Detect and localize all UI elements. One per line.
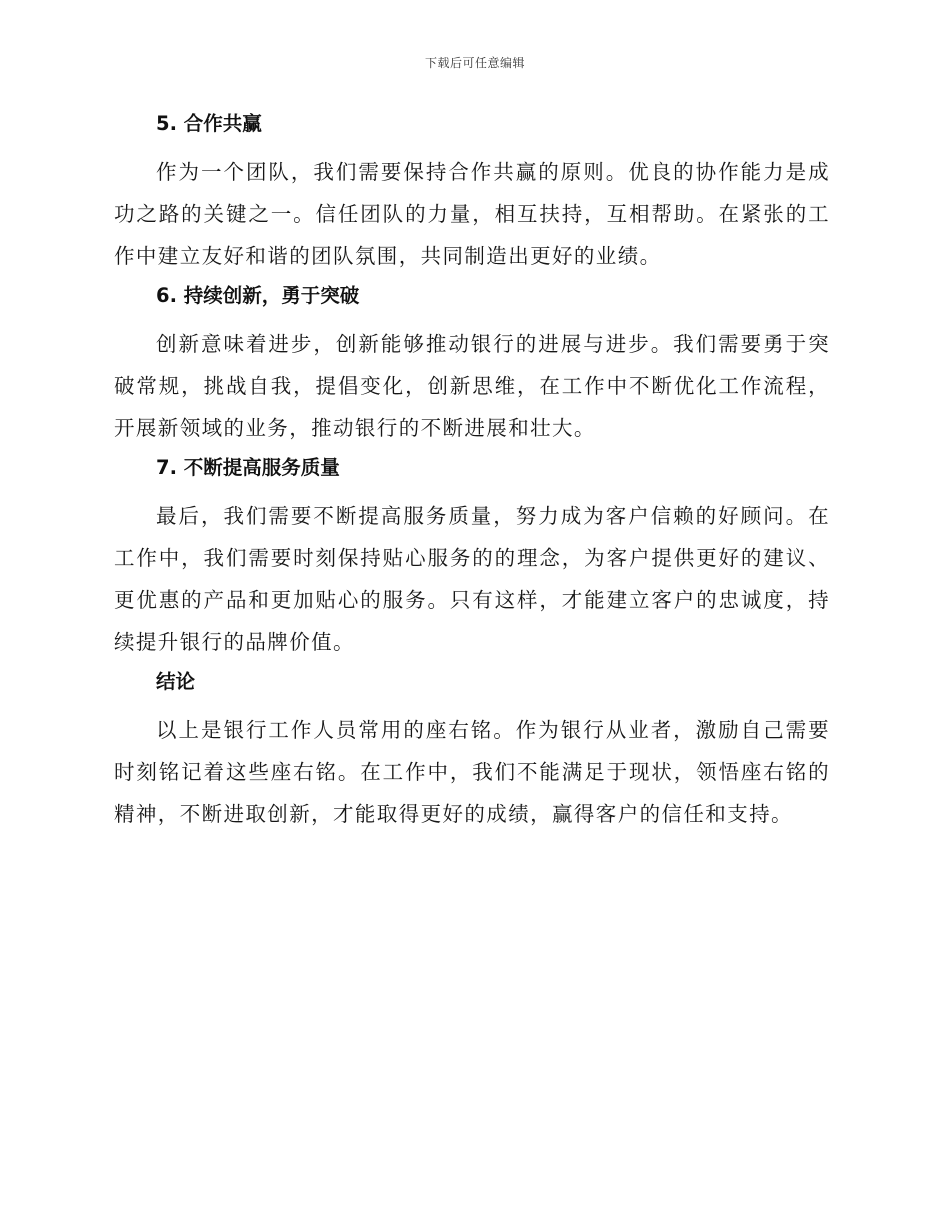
section-heading: 结论 [156,670,196,693]
document-body [114,111,830,841]
section-heading: 7. 不断提高服务质量 [156,456,340,479]
section-conclusion [114,669,830,835]
section-innovation [114,283,830,449]
section-heading: 5. 合作共赢 [156,112,262,135]
section-paragraph: 创新意味着进步，创新能够推动银行的进展与进步。我们需要勇于突破常规，挑战自我，提倡变化，创新思维，在工作中不断优化工作流程，开展新领域的业务，推动银行的不断进展和壮大。 [114,332,830,440]
page-header: 下载后可任意编辑 [424,56,525,70]
section-paragraph: 最后，我们需要不断提高服务质量，努力成为客户信赖的好顾问。在工作中，我们需要时刻保持贴心服务的的理念，为客户提供更好的建议、更优惠的产品和更加贴心的服务。只有这样，才能建立客户的忠诚度，持续提升银行的品牌价值。 [114,504,830,654]
section-paragraph: 以上是银行工作人员常用的座右铭。作为银行从业者，激励自己需要时刻铭记着这些座右铭。在工作中，我们不能满足于现状，领悟座右铭的精神，不断进取创新，才能取得更好的成绩，赢得客户的信任和支持。 [114,718,830,826]
section-heading: 6. 持续创新，勇于突破 [156,284,360,307]
section-paragraph: 作为一个团队，我们需要保持合作共赢的原则。优良的协作能力是成功之路的关键之一。信任团队的力量，相互扶持，互相帮助。在紧张的工作中建立友好和谐的团队氛围，共同制造出更好的业绩。 [114,160,830,268]
section-cooperation [114,111,830,277]
section-service-quality [114,455,830,663]
